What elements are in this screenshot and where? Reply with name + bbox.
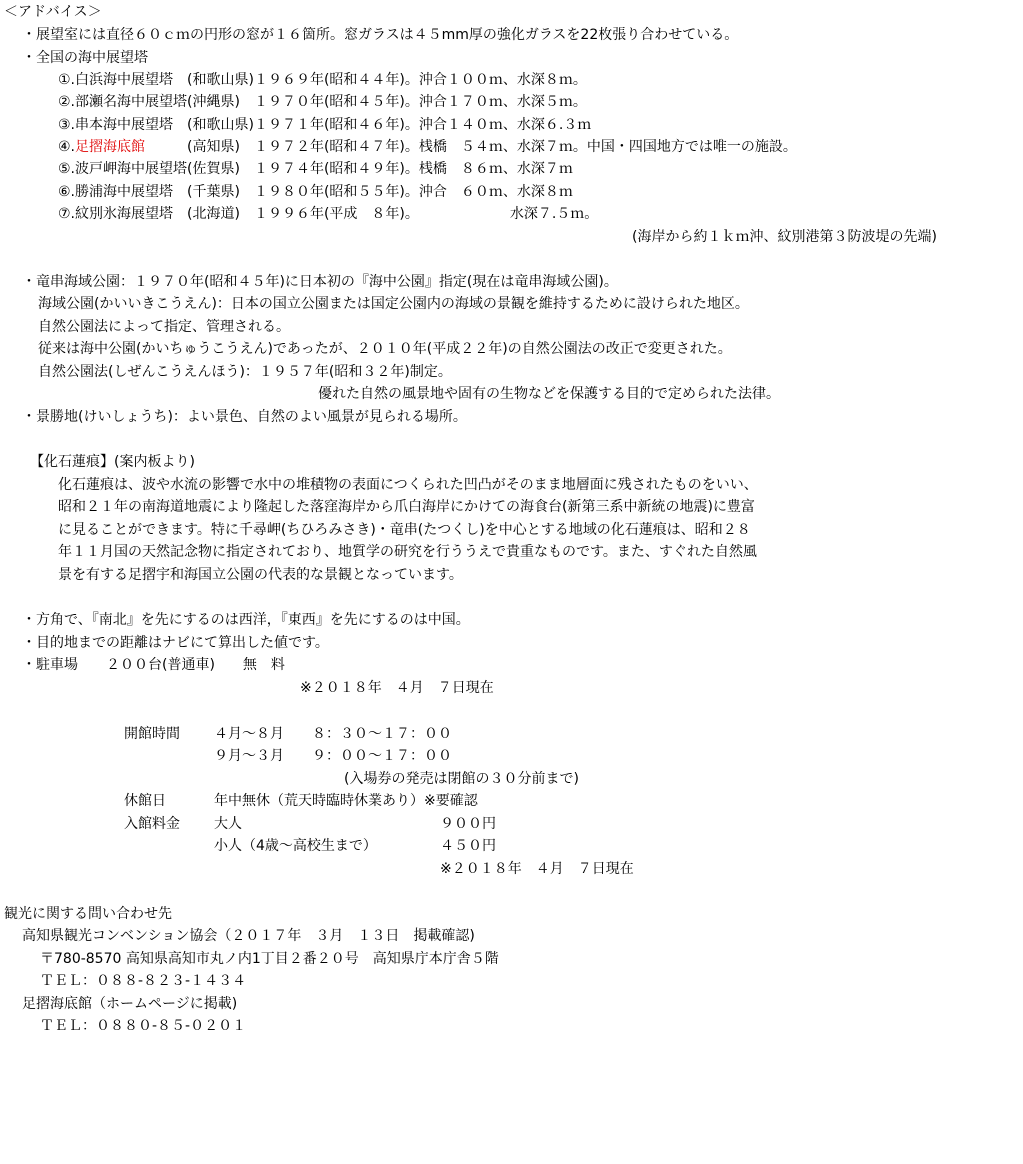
hours-row: ４月～８月 ８：３０～１７：００ — [214, 726, 452, 742]
contact-address: 〒780-8570 高知県高知市丸ノ内1丁目２番２０号 高知県庁本庁舎５階 — [40, 951, 499, 967]
tower-item — [58, 92, 587, 112]
advice-header: ＜アドバイス＞ — [4, 4, 102, 20]
contact-org: 足摺海底館（ホームページに掲載) — [22, 996, 238, 1012]
closed-label: 休館日 — [124, 793, 166, 809]
tower-info: (千葉県) １９８０年(昭和５５年)。沖合 ６０ｍ、水深８ｍ — [173, 184, 573, 200]
tower-name-highlight: 足摺海底館 — [75, 139, 146, 155]
tower-item-highlighted — [58, 137, 797, 157]
marine-park-line: 優れた自然の風景地や固有の生物などを保護する目的で定められた法律。 — [318, 386, 780, 402]
tower-item — [58, 115, 591, 135]
fee-child-label: 小人（4歳～高校生まで） — [214, 838, 377, 854]
tower-info: (和歌山県)１９６９年(昭和４４年)。沖合１００ｍ、水深８ｍ。 — [173, 72, 587, 88]
parking-line: ・駐車場 ２００台(普通車) 無 料 — [22, 657, 285, 673]
tower-name: ⑦.紋別氷海展望塔 — [58, 206, 174, 222]
contact-tel: ＴＥＬ：０８８０-８５-０２０１ — [40, 1018, 247, 1034]
tower-info: (北海道) １９９６年(平成 ８年)。 水深７.５ｍ。 — [173, 206, 599, 222]
fossil-line: 年１１月国の天然記念物に指定されており、地質学の研究を行ううえで貴重なものです。また、すぐれた自然風 — [58, 544, 757, 560]
fossil-line: 景を有する足摺宇和海国立公園の代表的な景観となっています。 — [58, 567, 463, 583]
hours-label: 開館時間 — [124, 726, 180, 742]
marine-park-line: ・竜串海域公園：１９７０年(昭和４５年)に日本初の『海中公園』指定(現在は竜串海域公園)。 — [22, 274, 618, 290]
fee-adult-label: 大人 — [214, 816, 242, 832]
fossil-header: 【化石蓮痕】(案内板より) — [30, 454, 195, 470]
contact-header: 観光に関する問い合わせ先 — [4, 906, 172, 922]
tower-item — [58, 70, 587, 90]
tower-name: ③.串本海中展望塔 — [58, 117, 174, 133]
tower-info: (高知県) １９７２年(昭和４７年)。桟橋 ５４ｍ、水深７ｍ。中国・四国地方では唯一の施設。 — [145, 139, 797, 155]
tower-name: ①.白浜海中展望塔 — [58, 72, 174, 88]
marine-park-line: 自然公園法(しぜんこうえんほう)：１９５７年(昭和３２年)制定。 — [38, 364, 452, 380]
parking-date: ※２０１８年 ４月 ７日現在 — [300, 680, 494, 696]
contact-tel: ＴＥＬ：０８８-８２３-１４３４ — [40, 973, 247, 989]
tower-item — [58, 182, 573, 202]
tower-item — [58, 159, 573, 179]
tower-name: ⑤.波戸岬海中展望塔 — [58, 161, 188, 177]
tower-note: (海岸から約１ｋｍ沖、紋別港第３防波堤の先端) — [632, 229, 937, 245]
fee-adult-price: ９００円 — [440, 816, 496, 832]
tower-info: (沖縄県) １９７０年(昭和４５年)。沖合１７０ｍ、水深５ｍ。 — [187, 94, 587, 110]
tower-info: (佐賀県) １９７４年(昭和４９年)。桟橋 ８６ｍ、水深７ｍ — [187, 161, 573, 177]
tower-number: ④. — [58, 139, 76, 155]
note-line: ・目的地までの距離はナビにて算出した値です。 — [22, 635, 329, 651]
tower-item — [58, 204, 598, 224]
closed-value: 年中無休（荒天時臨時休業あり）※要確認 — [214, 793, 478, 809]
fossil-line: に見ることができます。特に千尋岬(ちひろみさき)・竜串(たつくし)を中心とする地域の化石蓮痕は、昭和２８ — [58, 522, 751, 538]
hours-row: ９月～３月 ９：００～１７：００ — [214, 748, 452, 764]
fossil-line: 化石蓮痕は、波や水流の影響で水中の堆積物の表面につくられた凹凸がそのまま地層面に残されたものをいい、 — [58, 477, 758, 493]
tower-name: ⑥.勝浦海中展望塔 — [58, 184, 174, 200]
marine-park-line: 海域公園(かいいきこうえん)：日本の国立公園または国定公園内の海域の景観を維持するために設けられた地区。 — [38, 296, 749, 312]
fossil-line: 昭和２１年の南海道地震により隆起した落窪海岸から爪白海岸にかけての海食台(新第三系中新統の地震)に豊富 — [58, 499, 755, 515]
fee-child-price: ４５０円 — [440, 838, 496, 854]
note-line: ・方角で、『南北』を先にするのは西洋，『東西』を先にするのは中国。 — [22, 612, 470, 628]
hours-note: (入場券の発売は閉館の３０分前まで) — [344, 771, 579, 787]
tower-name: ②.部瀬名海中展望塔 — [58, 94, 188, 110]
fee-label: 入館料金 — [124, 816, 180, 832]
marine-park-line: 自然公園法によって指定、管理される。 — [38, 319, 290, 335]
scenic-spot-line: ・景勝地(けいしょうち)：よい景色、自然のよい風景が見られる場所。 — [22, 409, 467, 425]
observatory-note: ・展望室には直径６０ｃｍの円形の窓が１６箇所。窓ガラスは４５mm厚の強化ガラスを22枚張り合わせている。 — [22, 27, 739, 43]
national-towers-header: ・全国の海中展望塔 — [22, 50, 148, 66]
tower-info: (和歌山県)１９７１年(昭和４６年)。沖合１４０ｍ、水深６.３ｍ — [173, 117, 592, 133]
marine-park-line: 従来は海中公園(かいちゅうこうえん)であったが、２０１０年(平成２２年)の自然公園法の改正で変更された。 — [38, 341, 732, 357]
contact-org: 高知県観光コンベンション協会（２０１７年 ３月 １３日 掲載確認) — [22, 928, 475, 944]
fee-date: ※２０１８年 ４月 ７日現在 — [440, 861, 634, 877]
